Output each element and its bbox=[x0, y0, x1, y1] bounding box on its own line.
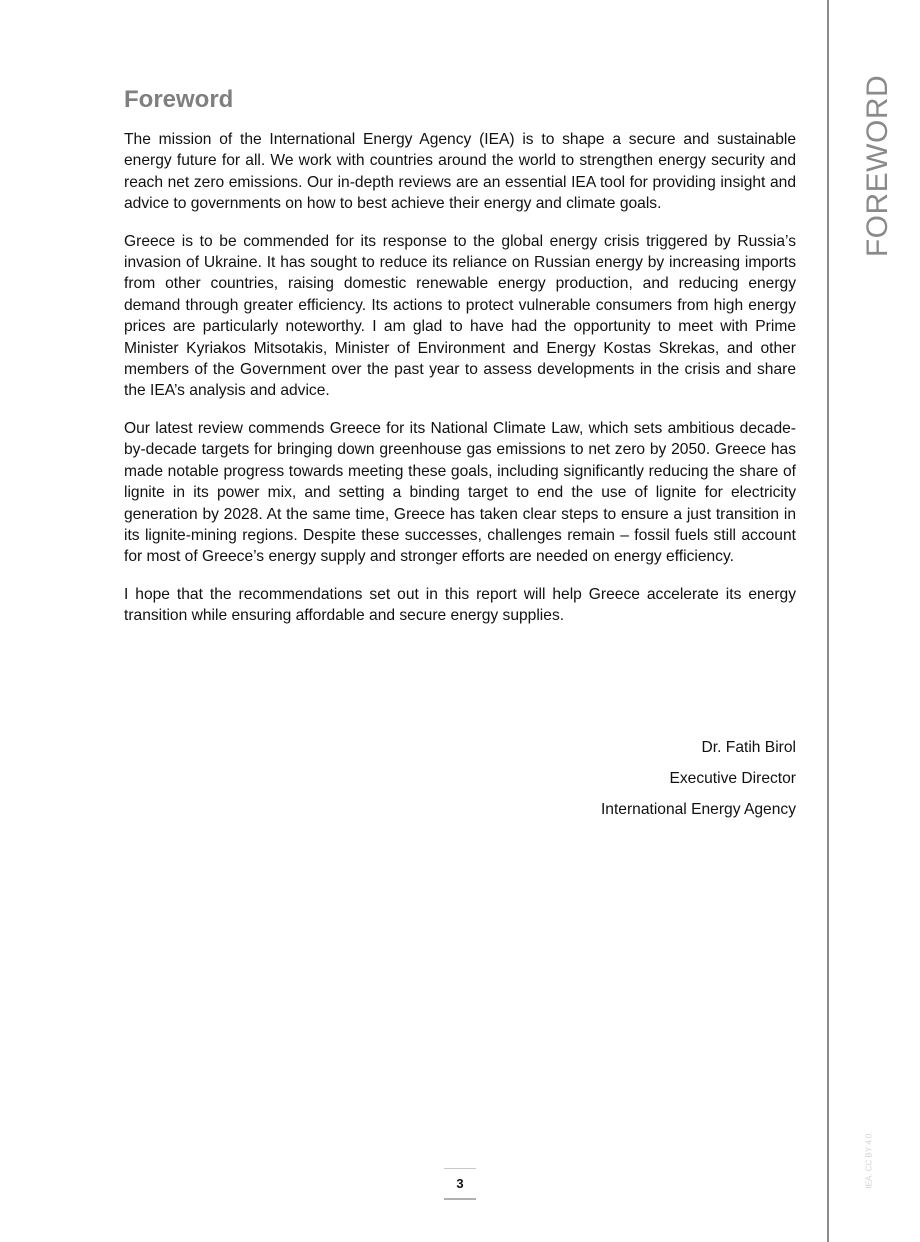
side-divider bbox=[827, 0, 829, 1242]
paragraph-3: Our latest review commends Greece for its National Climate Law, which sets ambitious decade-by-decade targets for bringing down greenhouse gas emissions to net zero by 2050. Greece has made notable progress towards meeting these goals, including significantly reducing the share of lignite in its power mix, and setting a binding target to end the use of lignite for electricity generation by 2028. At the same time, Greece has taken clear steps to ensure a just transition in its lignite-mining regions. Despite these successes, challenges remain – fossil fuels still account for most of Greece’s energy supply and stronger efforts are needed on energy efficiency. bbox=[124, 419, 796, 566]
signatory-name: Dr. Fatih Birol bbox=[701, 739, 796, 756]
signatory-organization: International Energy Agency bbox=[600, 801, 796, 818]
signature-block bbox=[601, 732, 796, 825]
page-number: 3 bbox=[444, 1168, 476, 1200]
section-side-heading: FOREWORD bbox=[861, 74, 894, 258]
license-note: IEA. CC BY 4.0. bbox=[864, 1131, 874, 1189]
page-title: Foreword bbox=[124, 86, 234, 113]
paragraph-2: Greece is to be commended for its response to the global energy crisis triggered by Russia’s invasion of Ukraine. It has sought to reduce its reliance on Russian energy by increasing imports from other countries, raising domestic renewable energy production, and reducing energy demand through greater efficiency. Its actions to protect vulnerable consumers from high energy prices are particularly noteworthy. I am glad to have had the opportunity to meet with Prime Minister Kyriakos Mitsotakis, Minister of Environment and Energy Kostas Skrekas, and other members of the Government over the past year to assess developments in the crisis and share the IEA’s analysis and advice. bbox=[124, 232, 796, 400]
signatory-role: Executive Director bbox=[669, 770, 796, 787]
paragraph-4: I hope that the recommendations set out in this report will help Greece accelerate its energy transition while ensuring affordable and secure energy supplies. bbox=[124, 585, 796, 625]
foreword-body bbox=[124, 86, 796, 643]
paragraph-1: The mission of the International Energy Agency (IEA) is to shape a secure and sustainable energy future for all. We work with countries around the world to strengthen energy security and reach net zero emissions. Our in-depth reviews are an essential IEA tool for providing insight and advice to governments on how to best achieve their energy and climate goals. bbox=[124, 131, 796, 213]
